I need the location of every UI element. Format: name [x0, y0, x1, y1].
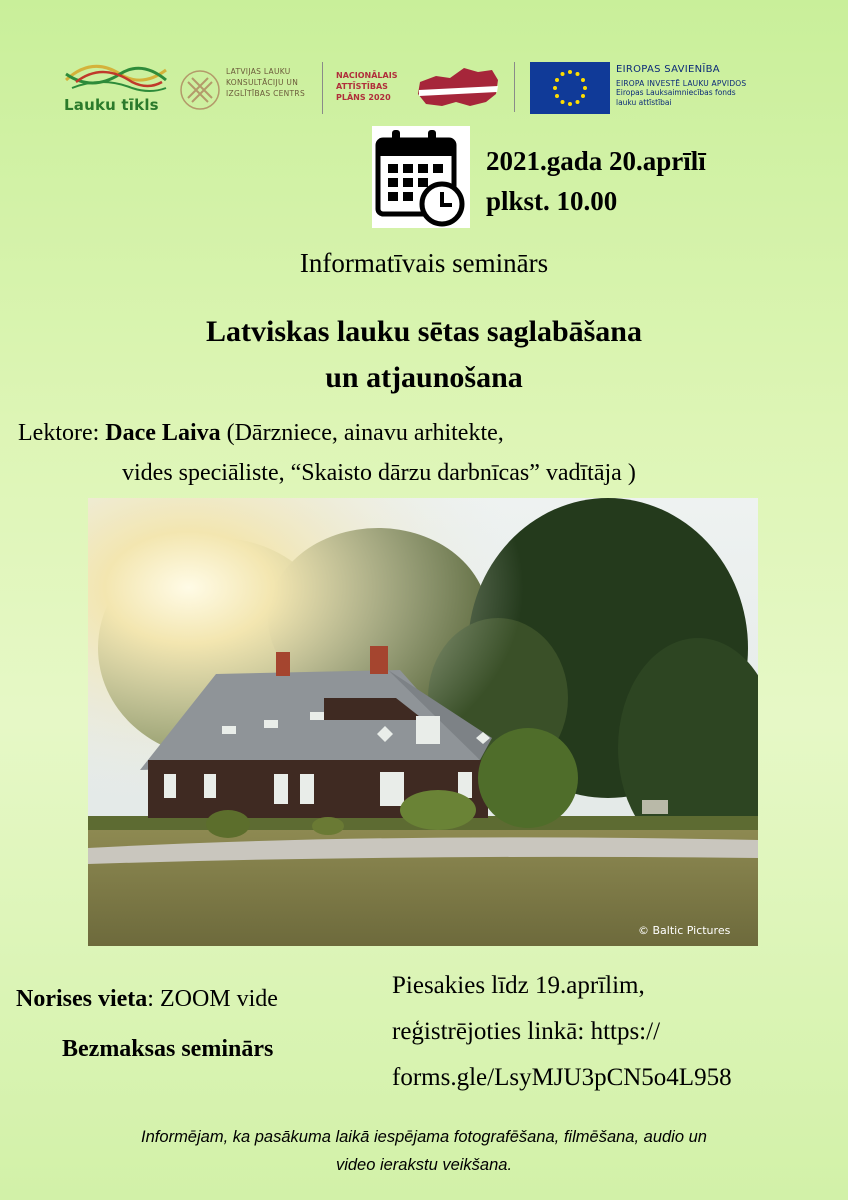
lauku-tikls-label: Lauku tīkls [64, 96, 159, 114]
footer-notice-line-2: video ierakstu veikšana. [335, 1156, 513, 1174]
llkc-line-2: KONSULTĀCIJU UN [226, 78, 299, 87]
eu-flag [530, 62, 610, 114]
venue-value: : ZOOM vide [147, 986, 278, 1012]
registration-link-start[interactable]: https:// [590, 1018, 661, 1045]
lector-name: Dace Laiva [105, 420, 221, 446]
llkc-line-3: IZGLĪTĪBAS CENTRS [226, 89, 306, 98]
llkc-label [226, 66, 305, 99]
lector-desc-2: vides speciāliste, “Skaisto dārzu darbnīcas” vadītāja ) [122, 460, 636, 486]
calendar-clock-icon [372, 126, 470, 228]
nap-label [336, 70, 397, 103]
eu-title: EIROPAS SAVIENĪBA [616, 64, 720, 75]
eu-label [616, 64, 746, 108]
nap-line-3: PLĀNS 2020 [336, 93, 391, 102]
footer-notice-line-1: Informējam, ka pasākuma laikā iespējama fotografēšana, filmēšana, audio un [141, 1128, 707, 1146]
eu-line-4: lauku attīstībai [616, 98, 672, 107]
latvia-map-icon [416, 64, 502, 112]
photo-credit: © Baltic Pictures [638, 924, 731, 937]
lauku-tikls-logo [62, 52, 172, 114]
llkc-line-1: LATVIJAS LAUKU [226, 67, 291, 76]
event-time: plkst. 10.00 [486, 186, 618, 216]
registration-prompt: reģistrējoties linkā: [392, 1018, 591, 1045]
logo-divider [514, 62, 515, 112]
eu-line-2: EIROPA INVESTĒ LAUKU APVIDOS [616, 79, 747, 88]
nap-line-1: NACIONĀLAIS [336, 71, 398, 80]
llkc-logo [178, 66, 318, 116]
countryside-house-photo [88, 498, 758, 946]
venue-line [16, 986, 278, 1013]
free-seminar: Bezmaksas seminārs [62, 1036, 274, 1062]
registration-line-2 [392, 1018, 660, 1046]
lector-label: Lektore: [18, 420, 106, 446]
registration-link[interactable]: forms.gle/LsyMJU3pCN5o4L958 [392, 1064, 732, 1091]
nap-line-2: ATTĪSTĪBAS [336, 82, 388, 91]
event-title-line-1: Latviskas lauku sētas saglabāšana [206, 315, 642, 348]
logo-divider [322, 62, 323, 114]
event-date: 2021.gada 20.aprīlī [486, 146, 706, 176]
registration-line-1: Piesakies līdz 19.aprīlim, [392, 972, 645, 999]
llkc-emblem-icon [178, 68, 222, 112]
lauku-tikls-emblem-icon [62, 52, 172, 98]
eu-line-3: Eiropas Lauksaimniecības fonds [616, 88, 736, 97]
eu-stars-icon [530, 62, 610, 114]
event-type: Informatīvais seminārs [299, 248, 549, 278]
lector-line-1 [18, 420, 504, 447]
venue-label: Norises vieta [16, 986, 148, 1012]
lector-desc-1: (Dārzniece, ainavu arhitekte, [220, 420, 504, 446]
event-title-line-2: un atjaunošana [325, 361, 523, 394]
